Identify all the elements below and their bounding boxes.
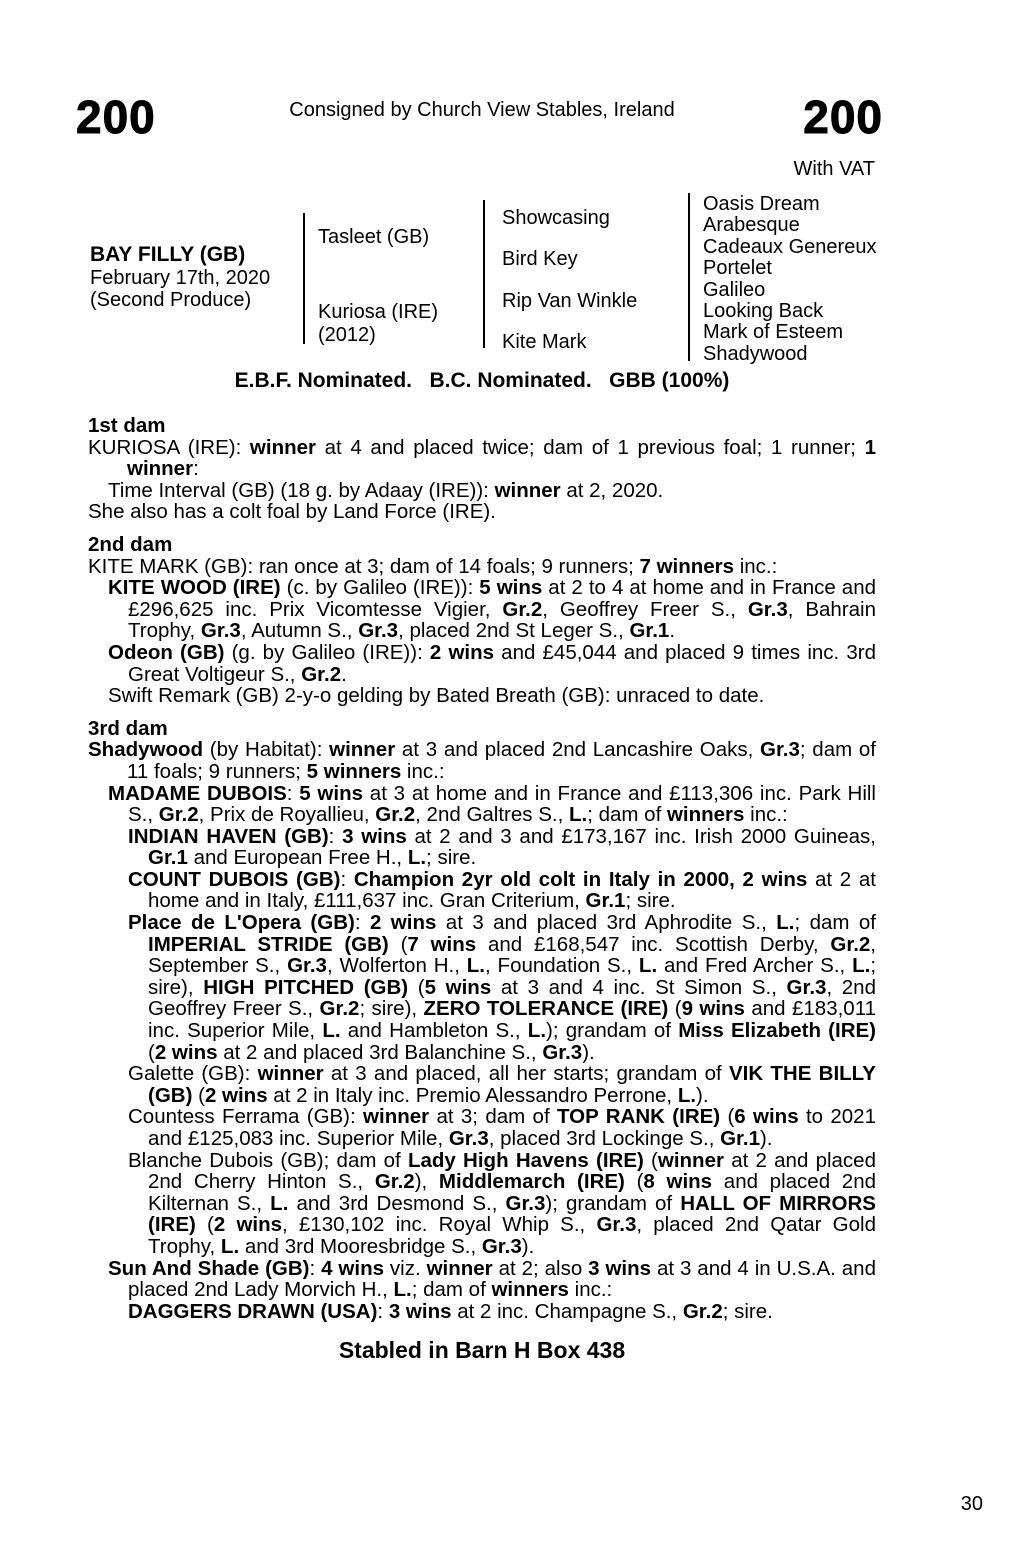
grandparent-name: Showcasing [502,207,610,229]
pedigree-divider-3 [688,193,690,361]
lot-number-left: 200 [76,91,156,143]
pedigree-paragraph: INDIAN HAVEN (GB): 3 wins at 2 and 3 and £173,167 inc. Irish 2000 Guineas, Gr.1 and European Free H., L.; sire. [128,824,876,870]
dam-name: Kuriosa (IRE) [318,301,439,323]
pedigree-divider-2 [483,200,485,348]
dam-section [88,718,876,1323]
pedigree-paragraph: Time Interval (GB) (18 g. by Adaay (IRE)): winner at 2, 2020. [108,478,664,502]
great-grandparent-name: Arabesque [703,214,800,237]
grandparent-name: Kite Mark [502,331,587,353]
pedigree-paragraph: Swift Remark (GB) 2-y-o gelding by Bated Breath (GB): unraced to date. [108,684,765,708]
dam-section-heading: 3rd dam [88,716,168,740]
pedigree-paragraph: Place de L'Opera (GB): 2 wins at 3 and placed 3rd Aphrodite S., L.; dam of IMPERIAL STRIDE (GB) (7 wins and £168,547 inc. Scottish Derby, Gr.2, September S., Gr.3, Wolferton H., L., Foundation S., L. and Fred Archer S., L.; sire), HIGH PITCHED (GB) (5 wins at 3 and 4 inc. St Simon S., Gr.3, 2nd Geoffrey Freer S., Gr.2; sire), ZERO TOLERANCE (IRE) (9 wins and £183,011 inc. Superior Mile, L. and Hambleton S., L.); grandam of Miss Elizabeth (IRE) (2 wins at 2 and placed 3rd Balanchine S., Gr.3). [128,911,877,1064]
great-grandparent-name: Galileo [703,278,766,301]
great-grandparent-name: Portelet [703,257,772,280]
pedigree-table [0,0,1024,380]
subject-foaled: February 17th, 2020 [90,266,271,289]
pedigree-paragraph: DAGGERS DRAWN (USA): 3 wins at 2 inc. Champagne S., Gr.2; sire. [128,1299,773,1323]
dam-section-heading: 2nd dam [88,532,173,556]
dam-section [88,534,876,707]
nominations-line: E.B.F. Nominated. B.C. Nominated. GBB (100%) [234,369,730,392]
great-grandparent-name: Looking Back [703,300,824,323]
great-grandparent-name: Oasis Dream [703,193,820,215]
subject-name: BAY FILLY (GB) [90,243,246,266]
grandparent-name: Bird Key [502,248,578,270]
pedigree-paragraph: Shadywood (by Habitat): winner at 3 and placed 2nd Lancashire Oaks, Gr.3; dam of 11 foals; 9 runners; 5 winners inc.: [88,738,876,783]
subject-block [90,244,270,312]
dam-section [88,415,876,523]
pedigree-paragraph: Blanche Dubois (GB); dam of Lady High Havens (IRE) (winner at 2 and placed 2nd Cherry Hinton S., Gr.2), Middlemarch (IRE) (8 wins and placed 2nd Kilternan S., L. and 3rd Desmond S., Gr.3); grandam of HALL OF MIRRORS (IRE) (2 wins, £130,102 inc. Royal Whip S., Gr.3, placed 2nd Qatar Gold Trophy, L. and 3rd Mooresbridge S., Gr.3). [128,1148,876,1258]
pedigree-paragraph: KITE MARK (GB): ran once at 3; dam of 14 foals; 9 runners; 7 winners inc.: [88,554,778,578]
great-grandparent-name: Cadeaux Genereux [703,235,877,258]
great-grandparent-name: Shadywood [703,342,808,365]
pedigree-divider-1 [303,213,305,344]
dam-section-heading: 1st dam [88,414,166,437]
catalogue-body [88,415,876,1322]
subject-produce-note: (Second Produce) [90,289,252,311]
pedigree-paragraph: Countess Ferrama (GB): winner at 3; dam of TOP RANK (IRE) (6 wins to 2021 and £125,083 inc. Superior Mile, Gr.3, placed 3rd Lockinge S., Gr.1). [128,1105,876,1150]
vat-note: With VAT [793,158,875,180]
grandparent-name: Rip Van Winkle [502,290,638,312]
pedigree-paragraph: Odeon (GB) (g. by Galileo (IRE)): 2 wins and £45,044 and placed 9 times inc. 3rd Great Voltigeur S., Gr.2. [108,640,876,686]
pedigree-paragraph: MADAME DUBOIS: 5 wins at 3 at home and in France and £113,306 inc. Park Hill S., Gr.2, Prix de Royallieu, Gr.2, 2nd Galtres S., L.; dam of winners inc.: [108,781,876,827]
pedigree-paragraph: Galette (GB): winner at 3 and placed, all her starts; grandam of VIK THE BILLY (GB) (2 wins at 2 in Italy inc. Premio Alessandro Perrone, L.). [128,1062,876,1107]
pedigree-paragraph: KITE WOOD (IRE) (c. by Galileo (IRE)): 5 wins at 2 to 4 at home and in France and £296,625 inc. Prix Vicomtesse Vigier, Gr.2, Geoffrey Freer S., Gr.3, Bahrain Trophy, Gr.3, Autumn S., Gr.3, placed 2nd St Leger S., Gr.1. [108,576,876,643]
great-grandparents-column [703,194,876,365]
pedigree-paragraph: KURIOSA (IRE): winner at 4 and placed twice; dam of 1 previous foal; 1 runner; 1 winner: [88,435,876,481]
pedigree-paragraph: COUNT DUBOIS (GB): Champion 2yr old colt in Italy in 2000, 2 wins at 2 at home and in Italy, £111,637 inc. Gran Criterium, Gr.1; sire. [128,867,876,913]
dam-block [318,301,438,347]
pedigree-paragraph: Sun And Shade (GB): 4 wins viz. winner at 2; also 3 wins at 3 and 4 in U.S.A. and placed 2nd Lady Morvich H., L.; dam of winners inc.: [108,1256,876,1302]
lot-number-right: 200 [803,91,883,143]
consignor-line: Consigned by Church View Stables, Ireland [289,99,675,121]
great-grandparent-name: Mark of Esteem [703,321,844,344]
sire-name: Tasleet (GB) [318,226,430,248]
pedigree-paragraph: She also has a colt foal by Land Force (IRE). [88,500,496,524]
page-number: 30 [960,1493,983,1515]
dam-year: (2012) [318,324,376,346]
stabling-line: Stabled in Barn H Box 438 [338,1337,626,1363]
